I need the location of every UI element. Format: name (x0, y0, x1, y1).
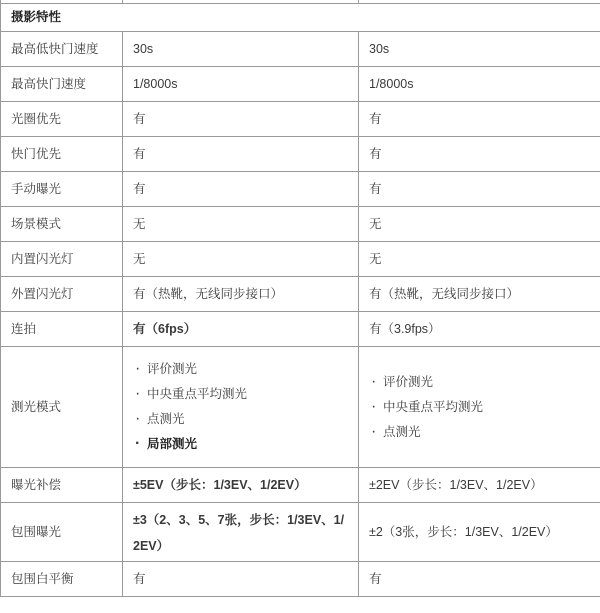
table-section-header-row (1, 4, 600, 32)
table-row (1, 503, 600, 562)
spec-table-body (1, 0, 600, 597)
row-value-column-2: 有 (359, 562, 600, 597)
list-item: · 中央重点平均测光 (133, 382, 348, 407)
section-title: 摄影特性 (1, 4, 600, 32)
row-value-column-2: 30s (359, 32, 600, 67)
row-label: 连拍 (1, 312, 123, 347)
row-value-column-2: 无 (359, 242, 600, 277)
table-row (1, 277, 600, 312)
row-label: 最高低快门速度 (1, 32, 123, 67)
table-row (1, 137, 600, 172)
row-value-column-2: 有（3.9fps） (359, 312, 600, 347)
row-label: 内置闪光灯 (1, 242, 123, 277)
row-value-column-1: 有（热靴，无线同步接口） (123, 277, 359, 312)
table-row (1, 102, 600, 137)
row-label: 快门优先 (1, 137, 123, 172)
row-value-column-2: ±2（3张，步长：1/3EV、1/2EV） (359, 503, 600, 562)
row-label: 场景模式 (1, 207, 123, 242)
row-label: 光圈优先 (1, 102, 123, 137)
row-value-column-1: 有 (123, 102, 359, 137)
row-value-column-1: 有（6fps） (123, 312, 359, 347)
row-label: 外置闪光灯 (1, 277, 123, 312)
list-item: · 评价测光 (369, 370, 590, 395)
table-row (1, 67, 600, 102)
row-value-column-1: 有 (123, 562, 359, 597)
list-item: · 评价测光 (133, 357, 348, 382)
metering-list-column-1 (133, 357, 348, 457)
row-value-column-2: 有 (359, 137, 600, 172)
row-label: 曝光补偿 (1, 468, 123, 503)
table-row (1, 312, 600, 347)
row-value-column-1: 30s (123, 32, 359, 67)
row-value-column-1 (123, 347, 359, 468)
list-item: · 中央重点平均测光 (369, 395, 590, 420)
table-row (1, 207, 600, 242)
row-value-column-1: 无 (123, 242, 359, 277)
row-value-column-1: 有 (123, 137, 359, 172)
row-value-column-2 (359, 347, 600, 468)
list-item: · 局部测光 (133, 432, 348, 457)
row-value-column-1: 有 (123, 172, 359, 207)
row-value-column-1: 1/8000s (123, 67, 359, 102)
table-row (1, 468, 600, 503)
list-item: · 点测光 (133, 407, 348, 432)
row-value-column-2: 有 (359, 102, 600, 137)
list-item: · 点测光 (369, 420, 590, 445)
row-value-column-2: 有 (359, 172, 600, 207)
row-value-column-2: 1/8000s (359, 67, 600, 102)
row-value-column-2: ±2EV（步长：1/3EV、1/2EV） (359, 468, 600, 503)
row-label: 最高快门速度 (1, 67, 123, 102)
row-value-column-2: 有（热靴，无线同步接口） (359, 277, 600, 312)
table-row (1, 172, 600, 207)
metering-list-column-2 (369, 370, 590, 445)
row-value-column-2: 无 (359, 207, 600, 242)
row-label: 包围白平衡 (1, 562, 123, 597)
row-label: 手动曝光 (1, 172, 123, 207)
row-label: 包围曝光 (1, 503, 123, 562)
row-value-column-1: ±3（2、3、5、7张，步长：1/3EV、1/2EV） (123, 503, 359, 562)
row-value-column-1: ±5EV（步长：1/3EV、1/2EV） (123, 468, 359, 503)
table-row (1, 242, 600, 277)
table-row-metering-modes (1, 347, 600, 468)
row-label: 测光模式 (1, 347, 123, 468)
table-row (1, 32, 600, 67)
table-row (1, 562, 600, 597)
row-value-column-1: 无 (123, 207, 359, 242)
